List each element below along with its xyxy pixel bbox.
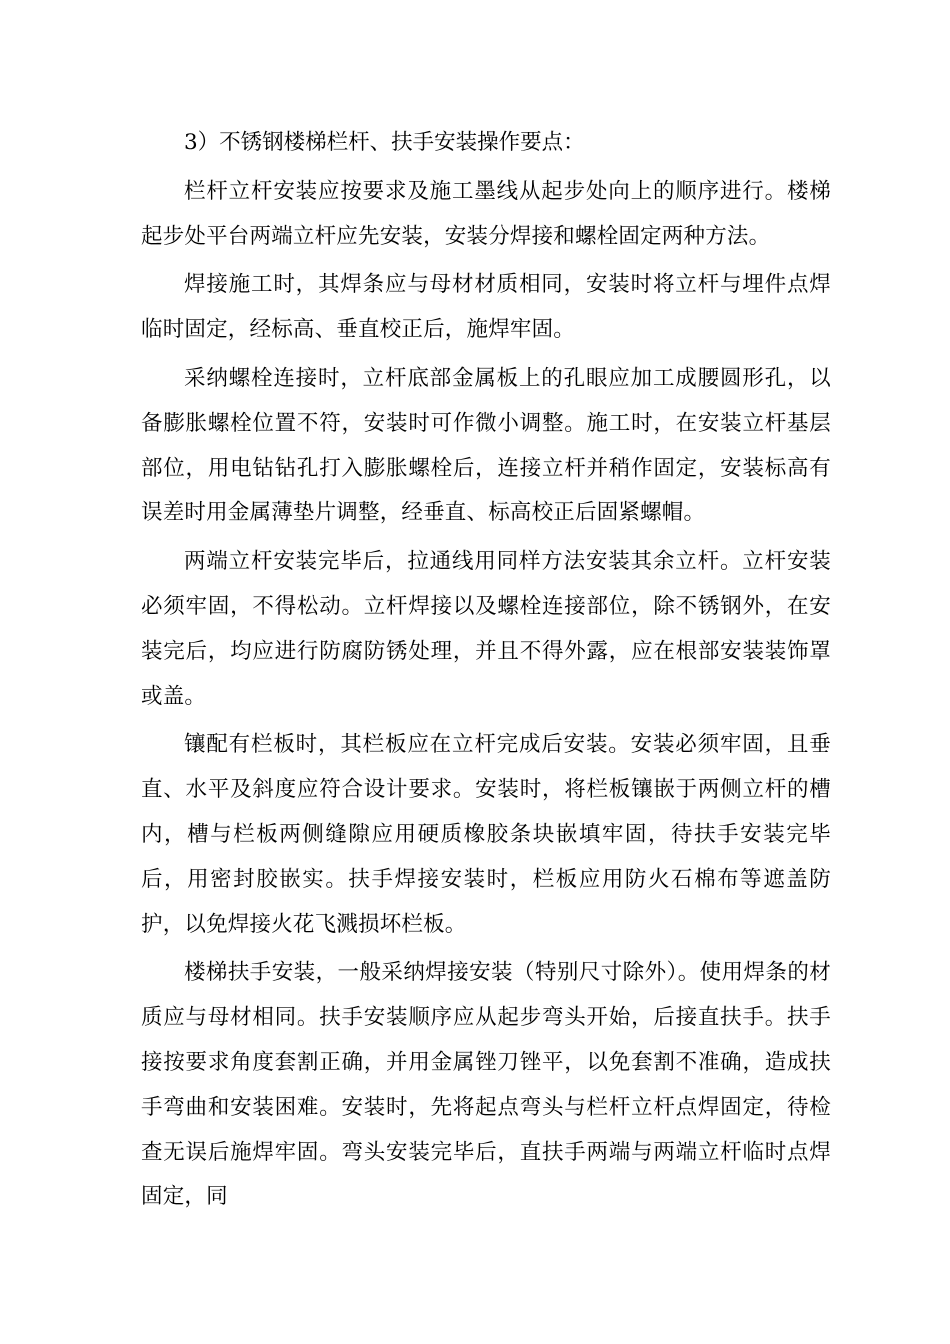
paragraph-3: 采纳螺栓连接时，立杆底部金属板上的孔眼应加工成腰圆形孔，以备膨胀螺栓位置不符，安装时可作微小调整。施工时，在安装立杆基层部位，用电钻钻孔打入膨胀螺栓后，连接立杆并稍作固定，安装标高有误差时用金属薄垫片调整，经垂直、标高校正后固紧螺帽。 — [141, 365, 831, 526]
document-body — [141, 121, 831, 1220]
paragraph-2: 焊接施工时，其焊条应与母材材质相同，安装时将立杆与埋件点焊临时固定，经标高、垂直校正后，施焊牢固。 — [141, 272, 831, 343]
paragraph-6: 楼梯扶手安装，一般采纳焊接安装（特别尺寸除外）。使用焊条的材质应与母材相同。扶手安装顺序应从起步弯头开始，后接直扶手。扶手接按要求角度套割正确，并用金属锉刀锉平，以免套割不准确，造成扶手弯曲和安装困难。安装时，先将起点弯头与栏杆立杆点焊固定，待检查无误后施焊牢固。弯头安装完毕后，直扶手两端与两端立杆临时点焊固定，同 — [141, 960, 831, 1210]
paragraph-5: 镶配有栏板时，其栏板应在立杆完成后安装。安装必须牢固，且垂直、水平及斜度应符合设计要求。安装时，将栏板镶嵌于两侧立杆的槽内，槽与栏板两侧缝隙应用硬质橡胶条块嵌填牢固，待扶手安装完毕后，用密封胶嵌实。扶手焊接安装时，栏板应用防火石棉布等遮盖防护，以免焊接火花飞溅损坏栏板。 — [141, 732, 831, 937]
paragraph-4: 两端立杆安装完毕后，拉通线用同样方法安装其余立杆。立杆安装必须牢固，不得松动。立杆焊接以及螺栓连接部位，除不锈钢外，在安装完后，均应进行防腐防锈处理，并且不得外露，应在根部安装装饰罩或盖。 — [141, 549, 831, 709]
section-heading: 3）不锈钢楼梯栏杆、扶手安装操作要点： — [184, 130, 585, 155]
paragraph-1: 栏杆立杆安装应按要求及施工墨线从起步处向上的顺序进行。楼梯起步处平台两端立杆应先安装，安装分焊接和螺栓固定两种方法。 — [141, 178, 831, 249]
